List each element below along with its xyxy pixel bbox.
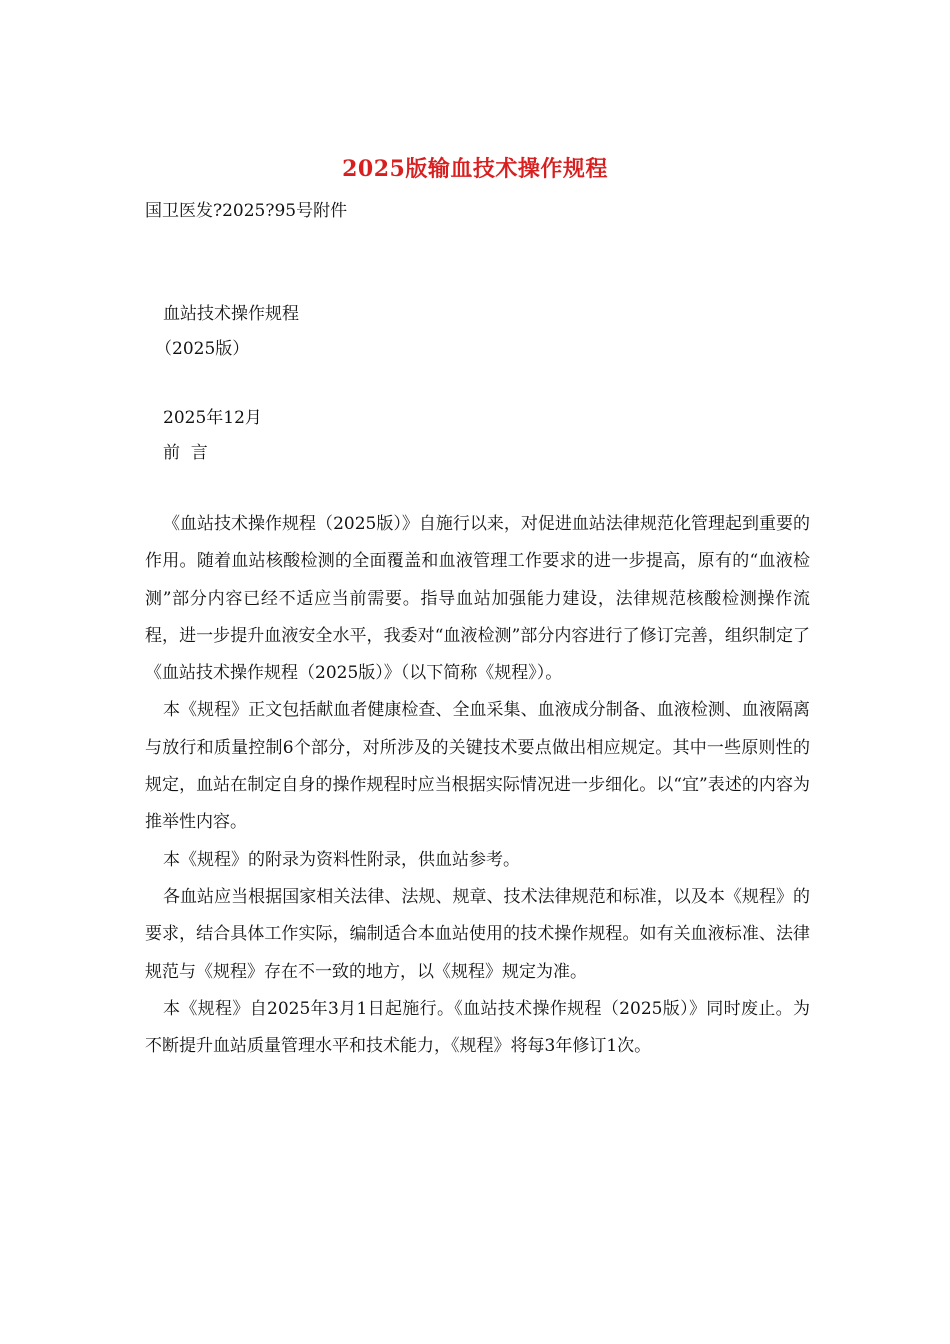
cover-title: 血站技术操作规程 [163, 304, 299, 324]
paragraph: 《血站技术操作规程（2025版）》自施行以来，对促进血站法律规范化管理起到重要的作用。随着血站核酸检测的全面覆盖和血液管理工作要求的进一步提高，原有的“血液检测”部分内容已经不适应当前需要。指导血站加强能力建设，法律规范核酸检测操作流程，进一步提升血液安全水平，我委对“血液检测”部分内容进行了修订完善，组织制定了《血站技术操作规程（2025版）》（以下简称《规程》）。 [145, 514, 810, 684]
preface-heading: 前 言 [163, 443, 208, 463]
cover-edition: （2025版） [155, 339, 250, 359]
paragraph: 本《规程》正文包括献血者健康检查、全血采集、血液成分制备、血液检测、血液隔离与放行和质量控制6个部分，对所涉及的关键技术要点做出相应规定。其中一些原则性的规定，血站在制定自身的操作规程时应当根据实际情况进一步细化。以“宜”表述的内容为推举性内容。 [145, 700, 810, 833]
preface-body [145, 506, 810, 1065]
cover-date: 2025年12月 [163, 408, 262, 428]
paragraph: 本《规程》的附录为资料性附录，供血站参考。 [163, 849, 520, 870]
document-subtitle: 国卫医发?2025?95号附件 [145, 201, 348, 221]
paragraph: 本《规程》自2025年3月1日起施行。《血站技术操作规程（2025版）》同时废止。为不断提升血站质量管理水平和技术能力，《规程》将每3年修订1次。 [145, 998, 810, 1057]
document-title: 2025版输血技术操作规程 [342, 156, 608, 182]
paragraph: 各血站应当根据国家相关法律、法规、规章、技术法律规范和标准，以及本《规程》的要求，结合具体工作实际，编制适合本血站使用的技术操作规程。如有关血液标准、法律规范与《规程》存在不一致的地方，以《规程》规定为准。 [145, 886, 810, 982]
